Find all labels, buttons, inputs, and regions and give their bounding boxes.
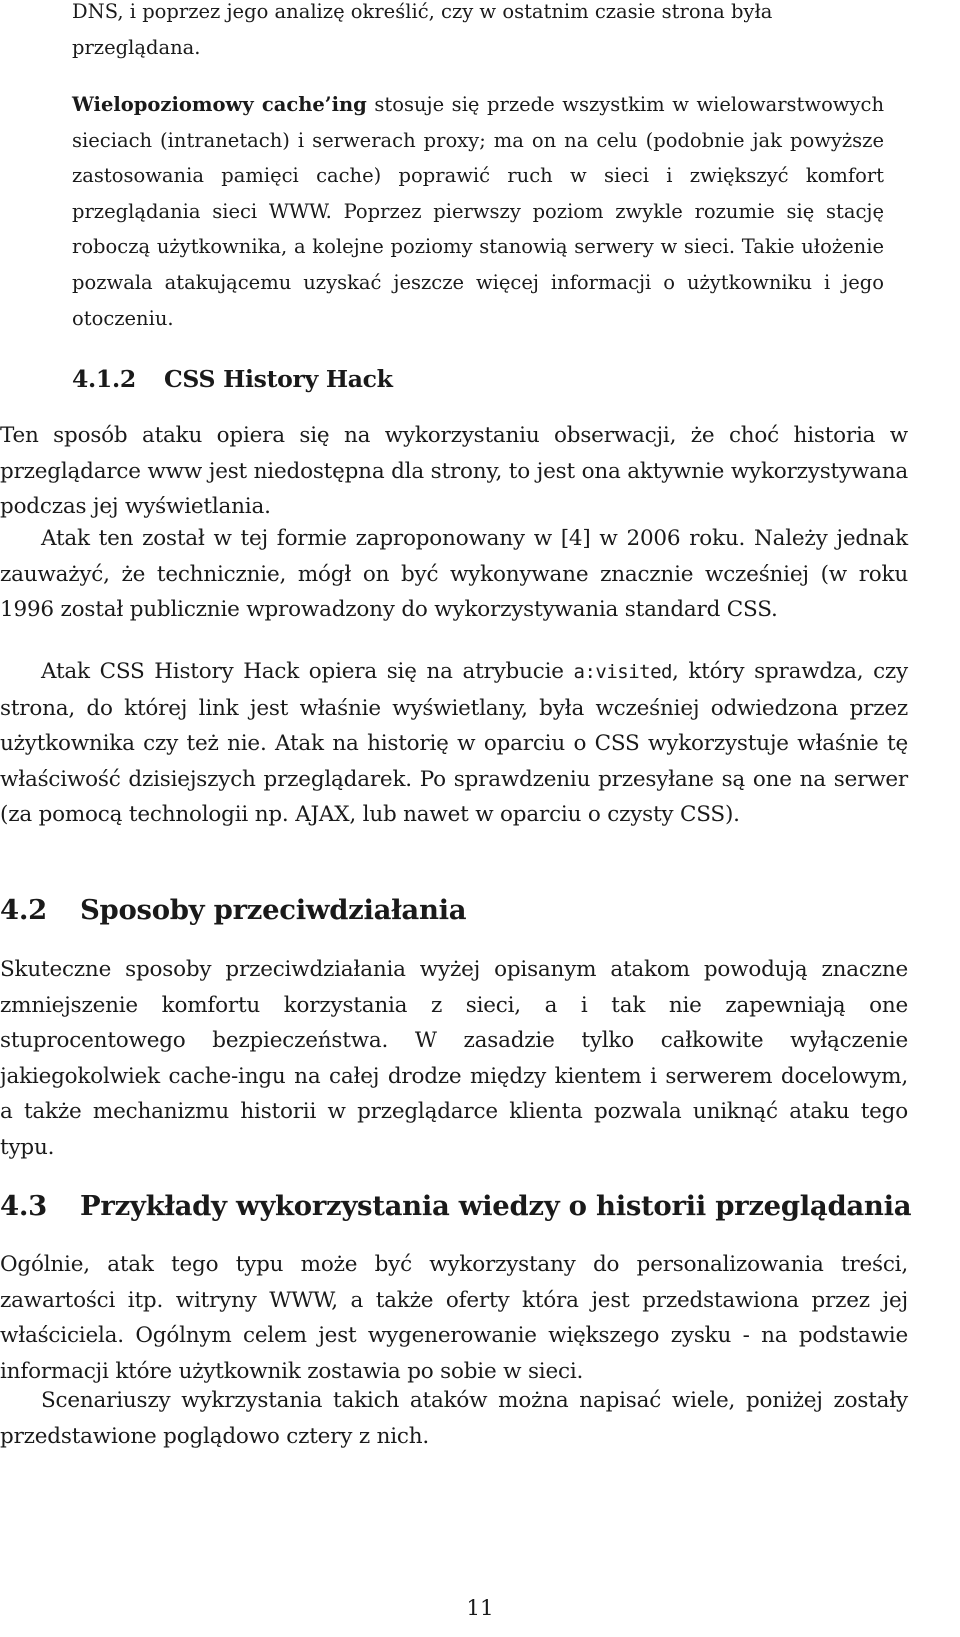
section-number: 4.2: [0, 894, 47, 926]
paragraph-multilevel-caching-text: stosuje się przede wszystkim w wielowarstwowych sieciach (intranetach) i serwerach proxy; ma on na celu (podobnie jak powyższe zastosowania pamięci cache) poprawić ruch w sieci i zwiększyć komfort przeglądania sieci WWW. Poprzez pierwszy poziom zwykle rozumie się stację roboczą użytkownika, a kolejne poziomy stanowią serwery w sieci. Takie ułożenie pozwala atakującemu uzyskać jeszcze więcej informacji o użytkowniku i jego otoczeniu.: [72, 93, 884, 330]
paragraph-css-history-3: [0, 654, 908, 833]
section-heading-4-3: [0, 1190, 911, 1222]
section-title: Sposoby przeciwdziałania: [80, 894, 467, 926]
section-title: CSS History Hack: [164, 365, 393, 393]
term-multilevel-caching: Wielopoziomowy cache’ing: [72, 93, 367, 116]
section-number: 4.3: [0, 1190, 47, 1222]
paragraph-css-history-3-after: , który sprawdza, czy strona, do której link jest właśnie wyświetlany, była wcześniej odwiedzona przez użytkownika czy też nie. Atak na historię w oparciu o CSS wykorzystuje właśnie tę właściwość dzisiejszych przeglądarek. Po sprawdzeniu przesyłane są one na serwer (za pomocą technologii np. AJAX, lub nawet w oparciu o czysty CSS).: [0, 659, 908, 828]
section-number: 4.1.2: [72, 365, 136, 393]
paragraph-countermeasures: Skuteczne sposoby przeciwdziałania wyżej opisanym atakom powodują znaczne zmniejszenie komfortu korzystania z sieci, a i tak nie zapewniają one stuprocentowego bezpieczeństwa. W zasadzie tylko całkowite wyłączenie jakiegokolwiek cache-ingu na całej drodze między kientem i serwerem docelowym, a także mechanizmu historii w przeglądarce klienta pozwala uniknąć ataku tego typu.: [0, 957, 908, 1160]
paragraph-css-history-1: Ten sposób ataku opiera się na wykorzystaniu obserwacji, że choć historia w przeglądarce www jest niedostępna dla strony, to jest ona aktywnie wykorzystywana podczas jej wyświetlania.: [0, 423, 908, 520]
paragraph-css-history-3-before: Atak CSS History Hack opiera się na atrybucie: [41, 659, 574, 684]
section-heading-4-2: [0, 894, 466, 926]
code-a-visited: a:visited: [573, 661, 672, 683]
paragraph-intro-line-1: DNS, i poprzez jego analizę określić, czy w ostatnim czasie strona była: [72, 0, 773, 23]
paragraph-examples-2: Scenariuszy wykrzystania takich ataków można napisać wiele, poniżej zostały przedstawione poglądowo cztery z nich.: [0, 1388, 908, 1449]
section-title: Przykłady wykorzystania wiedzy o historii przeglądania: [80, 1190, 912, 1222]
paragraph-examples-1: Ogólnie, atak tego typu może być wykorzystany do personalizowania treści, zawartości itp. witryny WWW, a także oferty która jest przedstawiona przez jej właściciela. Ogólnym celem jest wygenerowanie większego zysku - na podstawie informacji które użytkownik zostawia po sobie w sieci.: [0, 1252, 908, 1384]
paragraph-multilevel-caching: [72, 87, 884, 336]
paragraph-intro-line-2: przeglądana.: [72, 35, 201, 59]
page-number: 11: [466, 1596, 494, 1621]
paragraph-css-history-2: Atak ten został w tej formie zaproponowany w [4] w 2006 roku. Należy jednak zauważyć, że technicznie, mógł on być wykonywane znacznie wcześniej (w roku 1996 został publicznie wprowadzony do wykorzystywania standard CSS.: [0, 526, 908, 623]
paragraph-intro: [72, 0, 884, 65]
section-heading-4-1-2: [72, 365, 393, 393]
